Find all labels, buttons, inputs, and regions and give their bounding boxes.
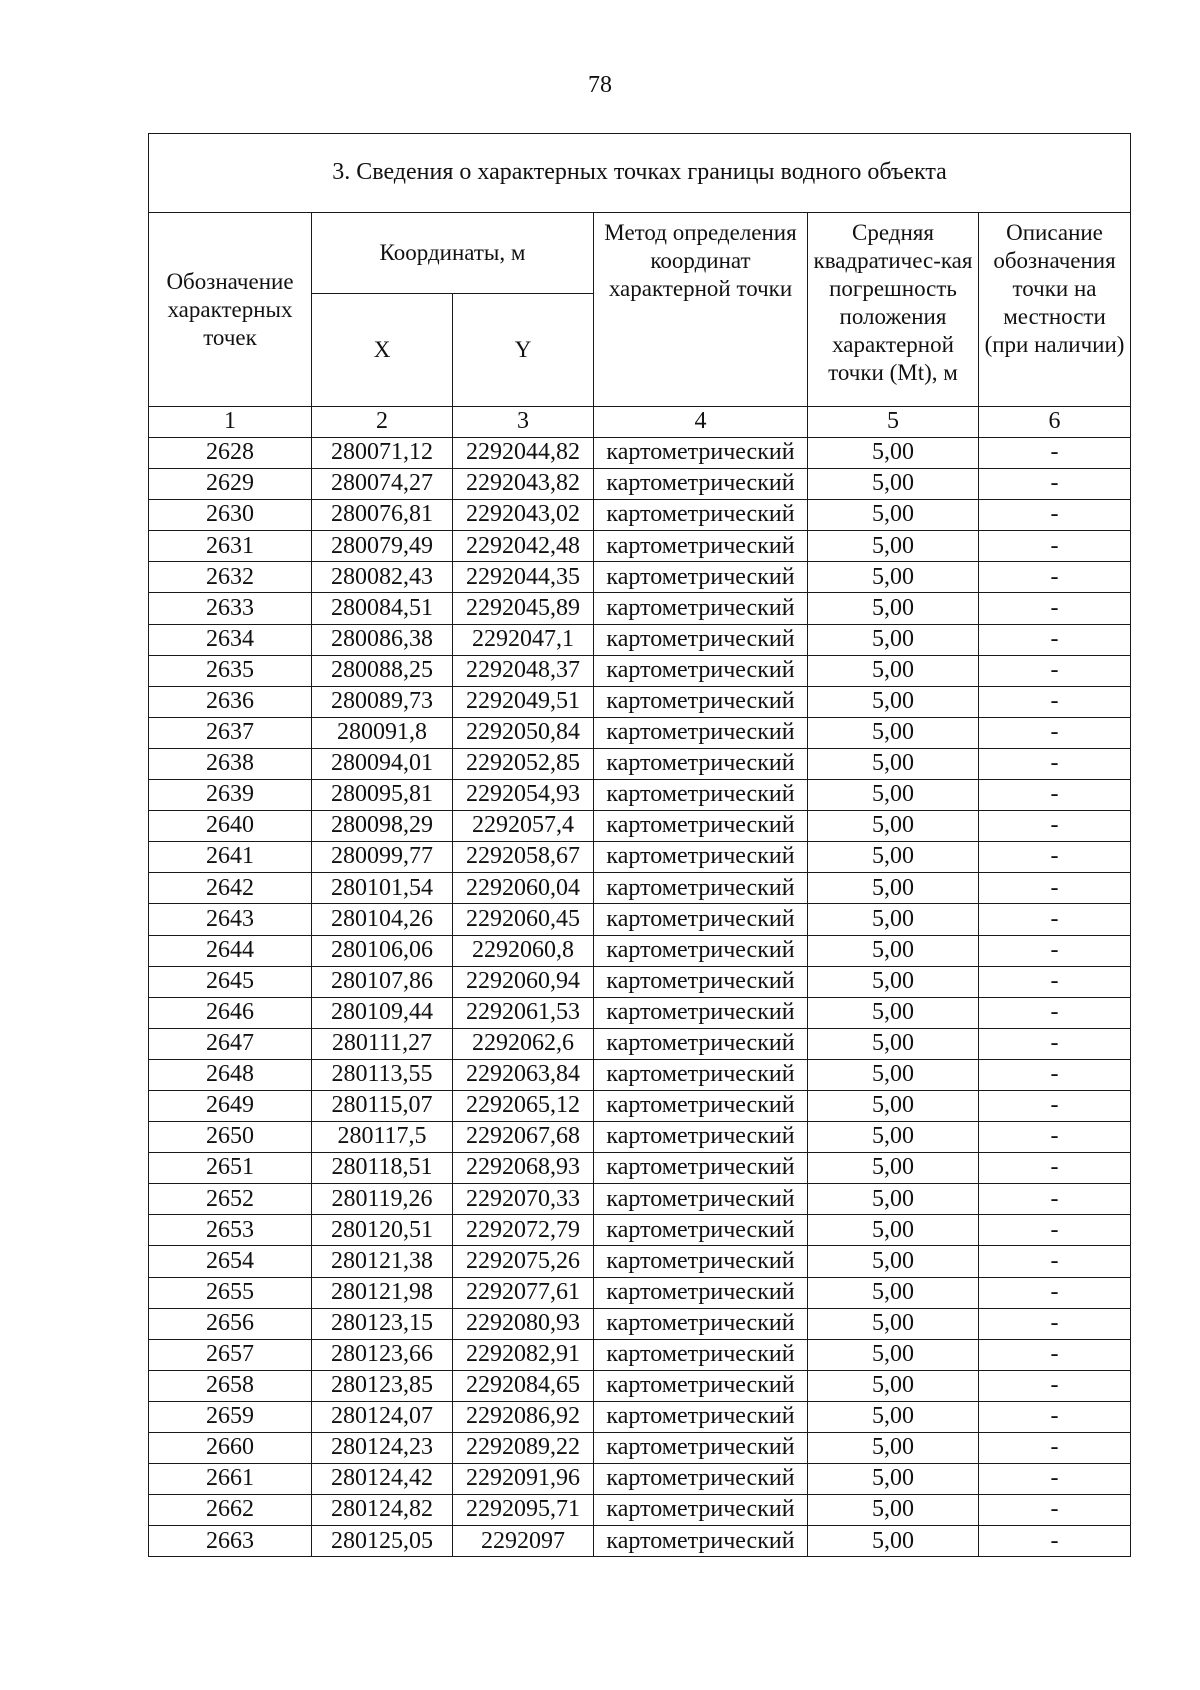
table-row [149,1246,1131,1277]
cell-rms-error: 5,00 [808,748,979,779]
table-row [149,966,1131,997]
cell-x: 280071,12 [312,438,453,469]
table-row [149,873,1131,904]
table-row [149,593,1131,624]
cell-point-id: 2645 [149,966,312,997]
cell-point-id: 2639 [149,780,312,811]
cell-y: 2292049,51 [453,686,594,717]
cell-method: картометрический [594,811,808,842]
table-row [149,624,1131,655]
cell-y: 2292089,22 [453,1433,594,1464]
table-row [149,469,1131,500]
cell-x: 280088,25 [312,655,453,686]
cell-x: 280120,51 [312,1215,453,1246]
cell-point-id: 2657 [149,1339,312,1370]
cell-y: 2292086,92 [453,1401,594,1432]
cell-y: 2292077,61 [453,1277,594,1308]
cell-description: - [979,748,1131,779]
cell-description: - [979,935,1131,966]
table-row [149,655,1131,686]
header-y: Y [453,294,594,407]
cell-method: картометрический [594,935,808,966]
cell-description: - [979,1215,1131,1246]
cell-x: 280123,85 [312,1370,453,1401]
cell-description: - [979,1122,1131,1153]
cell-method: картометрический [594,593,808,624]
cell-description: - [979,438,1131,469]
cell-x: 280109,44 [312,997,453,1028]
cell-method: картометрический [594,748,808,779]
cell-x: 280084,51 [312,593,453,624]
table-row [149,842,1131,873]
cell-y: 2292095,71 [453,1495,594,1526]
cell-rms-error: 5,00 [808,1215,979,1246]
cell-description: - [979,500,1131,531]
cell-x: 280086,38 [312,624,453,655]
cell-description: - [979,966,1131,997]
cell-y: 2292050,84 [453,717,594,748]
cell-x: 280123,66 [312,1339,453,1370]
cell-x: 280124,82 [312,1495,453,1526]
cell-rms-error: 5,00 [808,1028,979,1059]
cell-rms-error: 5,00 [808,1401,979,1432]
cell-rms-error: 5,00 [808,717,979,748]
cell-y: 2292068,93 [453,1153,594,1184]
column-number: 3 [453,407,594,438]
cell-method: картометрический [594,1370,808,1401]
table-row [149,1184,1131,1215]
table-row [149,1464,1131,1495]
cell-description: - [979,1090,1131,1121]
cell-y: 2292058,67 [453,842,594,873]
cell-method: картометрический [594,1495,808,1526]
cell-y: 2292060,94 [453,966,594,997]
cell-y: 2292070,33 [453,1184,594,1215]
cell-description: - [979,997,1131,1028]
cell-description: - [979,1433,1131,1464]
cell-y: 2292047,1 [453,624,594,655]
cell-method: картометрический [594,1246,808,1277]
header-x: X [312,294,453,407]
cell-point-id: 2650 [149,1122,312,1153]
cell-y: 2292044,82 [453,438,594,469]
table-row [149,1308,1131,1339]
column-number-row [149,407,1131,438]
cell-method: картометрический [594,686,808,717]
cell-y: 2292057,4 [453,811,594,842]
cell-description: - [979,1246,1131,1277]
cell-description: - [979,1184,1131,1215]
cell-x: 280118,51 [312,1153,453,1184]
cell-description: - [979,1339,1131,1370]
table-row [149,1153,1131,1184]
cell-rms-error: 5,00 [808,1495,979,1526]
cell-point-id: 2662 [149,1495,312,1526]
table-caption-row [149,134,1131,213]
table-row [149,1059,1131,1090]
cell-point-id: 2642 [149,873,312,904]
cell-rms-error: 5,00 [808,1184,979,1215]
cell-x: 280124,23 [312,1433,453,1464]
cell-x: 280094,01 [312,748,453,779]
cell-method: картометрический [594,780,808,811]
cell-method: картометрический [594,1215,808,1246]
cell-description: - [979,811,1131,842]
cell-y: 2292060,04 [453,873,594,904]
cell-method: картометрический [594,1277,808,1308]
cell-method: картометрический [594,1433,808,1464]
cell-rms-error: 5,00 [808,1433,979,1464]
cell-y: 2292044,35 [453,562,594,593]
cell-x: 280082,43 [312,562,453,593]
cell-y: 2292060,8 [453,935,594,966]
table-row [149,780,1131,811]
cell-point-id: 2655 [149,1277,312,1308]
column-number: 2 [312,407,453,438]
cell-point-id: 2641 [149,842,312,873]
cell-point-id: 2630 [149,500,312,531]
cell-x: 280091,8 [312,717,453,748]
page-number: 78 [588,72,612,98]
cell-description: - [979,904,1131,935]
cell-rms-error: 5,00 [808,842,979,873]
header-row-1 [149,213,1131,294]
table-row [149,1401,1131,1432]
cell-method: картометрический [594,873,808,904]
cell-method: картометрический [594,1153,808,1184]
cell-description: - [979,842,1131,873]
cell-rms-error: 5,00 [808,904,979,935]
cell-point-id: 2634 [149,624,312,655]
cell-x: 280119,26 [312,1184,453,1215]
header-coordinates: Координаты, м [312,213,594,294]
cell-x: 280104,26 [312,904,453,935]
cell-point-id: 2629 [149,469,312,500]
table-row [149,1090,1131,1121]
table-row [149,1028,1131,1059]
cell-y: 2292043,02 [453,500,594,531]
column-number: 5 [808,407,979,438]
cell-y: 2292072,79 [453,1215,594,1246]
cell-x: 280106,06 [312,935,453,966]
header-rms-error: Средняя квадратичес-кая погрешность положения характерной точки (Mt), м [808,213,979,407]
cell-description: - [979,593,1131,624]
cell-x: 280099,77 [312,842,453,873]
cell-description: - [979,1059,1131,1090]
table-row [149,531,1131,562]
table-row [149,500,1131,531]
cell-description: - [979,562,1131,593]
cell-rms-error: 5,00 [808,531,979,562]
cell-x: 280101,54 [312,873,453,904]
cell-description: - [979,531,1131,562]
cell-y: 2292045,89 [453,593,594,624]
cell-rms-error: 5,00 [808,935,979,966]
cell-method: картометрический [594,469,808,500]
cell-description: - [979,1370,1131,1401]
cell-rms-error: 5,00 [808,966,979,997]
table-row [149,935,1131,966]
cell-point-id: 2654 [149,1246,312,1277]
table-row [149,748,1131,779]
table-row [149,686,1131,717]
cell-y: 2292075,26 [453,1246,594,1277]
cell-method: картометрический [594,997,808,1028]
cell-method: картометрический [594,1122,808,1153]
cell-description: - [979,1495,1131,1526]
cell-y: 2292052,85 [453,748,594,779]
table-row [149,717,1131,748]
cell-point-id: 2647 [149,1028,312,1059]
cell-y: 2292082,91 [453,1339,594,1370]
cell-x: 280124,07 [312,1401,453,1432]
cell-rms-error: 5,00 [808,438,979,469]
cell-rms-error: 5,00 [808,1059,979,1090]
column-number: 1 [149,407,312,438]
table-row [149,811,1131,842]
cell-y: 2292091,96 [453,1464,594,1495]
cell-rms-error: 5,00 [808,1277,979,1308]
cell-rms-error: 5,00 [808,686,979,717]
cell-rms-error: 5,00 [808,1090,979,1121]
cell-description: - [979,1464,1131,1495]
cell-method: картометрический [594,1059,808,1090]
cell-y: 2292080,93 [453,1308,594,1339]
cell-rms-error: 5,00 [808,624,979,655]
cell-y: 2292054,93 [453,780,594,811]
cell-rms-error: 5,00 [808,997,979,1028]
column-number: 6 [979,407,1131,438]
cell-description: - [979,624,1131,655]
table-row [149,1495,1131,1526]
cell-method: картометрический [594,1339,808,1370]
cell-x: 280074,27 [312,469,453,500]
cell-method: картометрический [594,624,808,655]
table-row [149,1370,1131,1401]
cell-x: 280125,05 [312,1526,453,1557]
cell-method: картометрический [594,531,808,562]
cell-x: 280124,42 [312,1464,453,1495]
cell-point-id: 2656 [149,1308,312,1339]
cell-rms-error: 5,00 [808,780,979,811]
table-row [149,1433,1131,1464]
cell-method: картометрический [594,1464,808,1495]
cell-y: 2292062,6 [453,1028,594,1059]
cell-point-id: 2635 [149,655,312,686]
cell-point-id: 2661 [149,1464,312,1495]
cell-point-id: 2637 [149,717,312,748]
table-row [149,997,1131,1028]
cell-x: 280113,55 [312,1059,453,1090]
cell-point-id: 2659 [149,1401,312,1432]
cell-point-id: 2653 [149,1215,312,1246]
cell-method: картометрический [594,438,808,469]
table-row [149,1339,1131,1370]
cell-method: картометрический [594,1090,808,1121]
cell-method: картометрический [594,1028,808,1059]
cell-method: картометрический [594,904,808,935]
cell-description: - [979,1153,1131,1184]
cell-description: - [979,1401,1131,1432]
cell-method: картометрический [594,842,808,873]
header-description: Описание обозначения точки на местности (при наличии) [979,213,1131,407]
cell-rms-error: 5,00 [808,1370,979,1401]
cell-point-id: 2636 [149,686,312,717]
cell-rms-error: 5,00 [808,1464,979,1495]
cell-y: 2292048,37 [453,655,594,686]
cell-point-id: 2643 [149,904,312,935]
cell-method: картометрический [594,500,808,531]
cell-x: 280098,29 [312,811,453,842]
cell-point-id: 2663 [149,1526,312,1557]
cell-x: 280095,81 [312,780,453,811]
cell-method: картометрический [594,1308,808,1339]
cell-method: картометрический [594,562,808,593]
cell-method: картометрический [594,1184,808,1215]
cell-x: 280121,38 [312,1246,453,1277]
cell-point-id: 2648 [149,1059,312,1090]
characteristic-points-table [148,133,1131,1557]
cell-point-id: 2651 [149,1153,312,1184]
cell-x: 280107,86 [312,966,453,997]
cell-y: 2292061,53 [453,997,594,1028]
cell-y: 2292097 [453,1526,594,1557]
table-caption: 3. Сведения о характерных точках границы водного объекта [149,134,1131,213]
cell-method: картометрический [594,1526,808,1557]
cell-rms-error: 5,00 [808,655,979,686]
cell-x: 280089,73 [312,686,453,717]
cell-point-id: 2646 [149,997,312,1028]
cell-y: 2292060,45 [453,904,594,935]
header-method: Метод определения координат характерной точки [594,213,808,407]
cell-rms-error: 5,00 [808,593,979,624]
cell-y: 2292084,65 [453,1370,594,1401]
cell-rms-error: 5,00 [808,811,979,842]
cell-rms-error: 5,00 [808,1526,979,1557]
cell-rms-error: 5,00 [808,1308,979,1339]
cell-point-id: 2633 [149,593,312,624]
cell-x: 280121,98 [312,1277,453,1308]
cell-description: - [979,780,1131,811]
cell-method: картометрический [594,717,808,748]
cell-x: 280076,81 [312,500,453,531]
table-row [149,562,1131,593]
cell-point-id: 2649 [149,1090,312,1121]
cell-x: 280123,15 [312,1308,453,1339]
cell-description: - [979,717,1131,748]
cell-description: - [979,1277,1131,1308]
cell-point-id: 2628 [149,438,312,469]
cell-point-id: 2652 [149,1184,312,1215]
table-row [149,1122,1131,1153]
cell-point-id: 2660 [149,1433,312,1464]
cell-point-id: 2658 [149,1370,312,1401]
column-number: 4 [594,407,808,438]
table-row [149,904,1131,935]
cell-description: - [979,686,1131,717]
cell-method: картометрический [594,1401,808,1432]
cell-rms-error: 5,00 [808,469,979,500]
cell-description: - [979,1028,1131,1059]
table-row [149,1215,1131,1246]
cell-rms-error: 5,00 [808,1339,979,1370]
cell-y: 2292042,48 [453,531,594,562]
cell-x: 280111,27 [312,1028,453,1059]
table-row [149,1526,1131,1557]
cell-description: - [979,873,1131,904]
header-point-designation: Обозначение характерных точек [149,213,312,407]
cell-y: 2292063,84 [453,1059,594,1090]
cell-rms-error: 5,00 [808,1153,979,1184]
cell-y: 2292043,82 [453,469,594,500]
cell-point-id: 2632 [149,562,312,593]
cell-point-id: 2640 [149,811,312,842]
cell-method: картометрический [594,966,808,997]
cell-description: - [979,1308,1131,1339]
cell-description: - [979,469,1131,500]
cell-rms-error: 5,00 [808,562,979,593]
cell-rms-error: 5,00 [808,873,979,904]
cell-y: 2292067,68 [453,1122,594,1153]
cell-y: 2292065,12 [453,1090,594,1121]
cell-rms-error: 5,00 [808,1246,979,1277]
cell-point-id: 2631 [149,531,312,562]
cell-description: - [979,1526,1131,1557]
cell-rms-error: 5,00 [808,1122,979,1153]
cell-x: 280117,5 [312,1122,453,1153]
cell-point-id: 2644 [149,935,312,966]
table-row [149,1277,1131,1308]
cell-rms-error: 5,00 [808,500,979,531]
cell-description: - [979,655,1131,686]
cell-x: 280079,49 [312,531,453,562]
cell-x: 280115,07 [312,1090,453,1121]
table-row [149,438,1131,469]
cell-method: картометрический [594,655,808,686]
cell-point-id: 2638 [149,748,312,779]
